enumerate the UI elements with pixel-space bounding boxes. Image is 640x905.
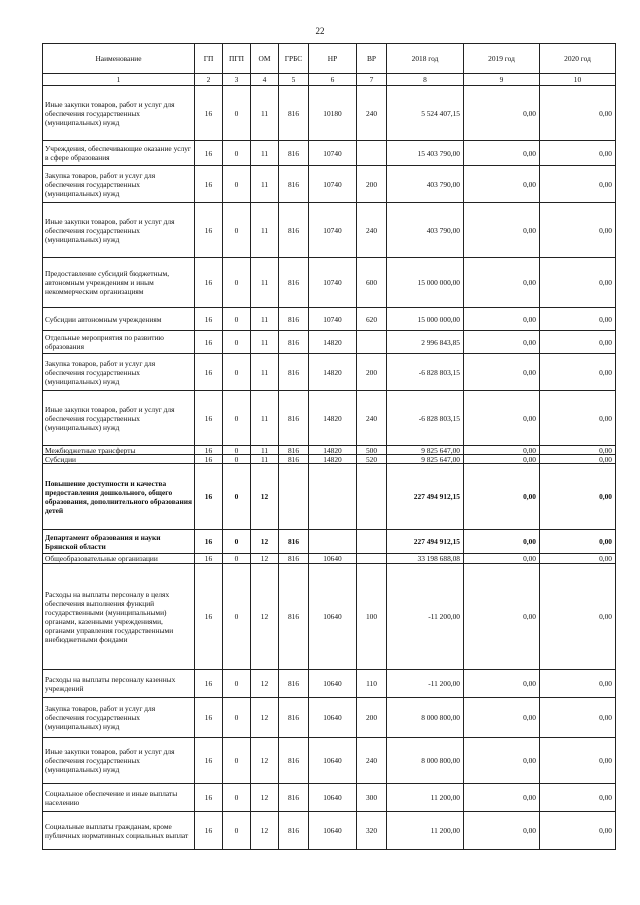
row-grbs: 816: [279, 554, 309, 564]
row-om: 11: [251, 446, 279, 455]
row-vr: 240: [357, 391, 387, 446]
row-vr: 240: [357, 203, 387, 258]
row-name: Социальное обеспечение и иные выплаты населению: [43, 784, 195, 812]
row-name: Субсидии: [43, 455, 195, 464]
table-row: [43, 141, 616, 166]
row-grbs: 816: [279, 564, 309, 670]
row-vr: 200: [357, 698, 387, 738]
row-gp: 16: [195, 331, 223, 354]
table-row: [43, 784, 616, 812]
row-pgp: 0: [223, 331, 251, 354]
row-gp: 16: [195, 258, 223, 308]
row-nr: 14820: [309, 446, 357, 455]
row-om: 12: [251, 464, 279, 530]
row-nr: 10740: [309, 308, 357, 331]
row-vr: 240: [357, 86, 387, 141]
row-name: Расходы на выплаты персоналу в целях обеспечения выполнения функций государственными (муниципальными) органами, казенными учреждениями, органами управления государственными внебюджетными фондами: [43, 564, 195, 670]
col-number: 9: [464, 74, 540, 86]
table-row: [43, 554, 616, 564]
row-vr: 200: [357, 166, 387, 203]
row-gp: 16: [195, 554, 223, 564]
row-2020: 0,00: [540, 166, 616, 203]
row-gp: 16: [195, 354, 223, 391]
row-2018: 11 200,00: [387, 784, 464, 812]
row-grbs: 816: [279, 331, 309, 354]
row-name: Департамент образования и науки Брянской области: [43, 530, 195, 554]
row-name: Закупка товаров, работ и услуг для обеспечения государственных (муниципальных) нужд: [43, 354, 195, 391]
row-om: 11: [251, 354, 279, 391]
row-pgp: 0: [223, 391, 251, 446]
row-nr: [309, 464, 357, 530]
row-nr: 10640: [309, 784, 357, 812]
row-name: Общеобразовательные организации: [43, 554, 195, 564]
row-2019: 0,00: [464, 784, 540, 812]
row-om: 12: [251, 554, 279, 564]
row-2019: 0,00: [464, 554, 540, 564]
table-row: [43, 203, 616, 258]
row-2020: 0,00: [540, 564, 616, 670]
row-grbs: 816: [279, 446, 309, 455]
row-2019: 0,00: [464, 738, 540, 784]
row-2019: 0,00: [464, 698, 540, 738]
row-nr: 10740: [309, 203, 357, 258]
row-2019: 0,00: [464, 141, 540, 166]
row-2020: 0,00: [540, 784, 616, 812]
row-pgp: 0: [223, 203, 251, 258]
row-grbs: 816: [279, 203, 309, 258]
row-nr: 14820: [309, 391, 357, 446]
row-vr: [357, 141, 387, 166]
col-2019-header: 2019 год: [464, 44, 540, 74]
row-2018: 11 200,00: [387, 812, 464, 850]
row-2019: 0,00: [464, 308, 540, 331]
row-2018: 227 494 912,15: [387, 464, 464, 530]
row-grbs: [279, 464, 309, 530]
row-2020: 0,00: [540, 670, 616, 698]
col-grbs-header: ГРБС: [279, 44, 309, 74]
row-nr: 14820: [309, 354, 357, 391]
col-number: 7: [357, 74, 387, 86]
row-pgp: 0: [223, 141, 251, 166]
table-row: [43, 354, 616, 391]
col-nr-header: НР: [309, 44, 357, 74]
col-om-header: ОМ: [251, 44, 279, 74]
col-number: 6: [309, 74, 357, 86]
row-gp: 16: [195, 530, 223, 554]
row-2020: 0,00: [540, 354, 616, 391]
header-row: [43, 44, 616, 74]
row-2019: 0,00: [464, 464, 540, 530]
row-2018: 9 825 647,00: [387, 446, 464, 455]
row-pgp: 0: [223, 670, 251, 698]
row-pgp: 0: [223, 554, 251, 564]
row-vr: 620: [357, 308, 387, 331]
col-pgp-header: ПГП: [223, 44, 251, 74]
row-2020: 0,00: [540, 86, 616, 141]
row-om: 12: [251, 564, 279, 670]
row-vr: 300: [357, 784, 387, 812]
col-number: 4: [251, 74, 279, 86]
row-nr: 14820: [309, 455, 357, 464]
row-vr: 200: [357, 354, 387, 391]
row-grbs: 816: [279, 670, 309, 698]
row-gp: 16: [195, 784, 223, 812]
row-name: Отдельные мероприятия по развитию образования: [43, 331, 195, 354]
row-gp: 16: [195, 203, 223, 258]
col-number: 10: [540, 74, 616, 86]
row-gp: 16: [195, 738, 223, 784]
row-grbs: 816: [279, 258, 309, 308]
col-2020-header: 2020 год: [540, 44, 616, 74]
row-2018: 8 000 800,00: [387, 738, 464, 784]
row-om: 11: [251, 331, 279, 354]
row-om: 12: [251, 670, 279, 698]
row-2020: 0,00: [540, 738, 616, 784]
row-name: Межбюджетные трансферты: [43, 446, 195, 455]
row-2018: 15 000 000,00: [387, 258, 464, 308]
row-grbs: 816: [279, 530, 309, 554]
row-2018: 15 000 000,00: [387, 308, 464, 331]
row-2018: 227 494 912,15: [387, 530, 464, 554]
row-2018: -11 200,00: [387, 564, 464, 670]
col-gp-header: ГП: [195, 44, 223, 74]
row-2019: 0,00: [464, 564, 540, 670]
row-grbs: 816: [279, 812, 309, 850]
row-name: Субсидии автономным учреждениям: [43, 308, 195, 331]
row-grbs: 816: [279, 308, 309, 331]
budget-table: [42, 43, 616, 850]
row-gp: 16: [195, 86, 223, 141]
row-vr: 500: [357, 446, 387, 455]
row-2018: 5 524 407,15: [387, 86, 464, 141]
row-nr: 10640: [309, 738, 357, 784]
row-name: Учреждения, обеспечивающие оказание услуг в сфере образования: [43, 141, 195, 166]
row-2019: 0,00: [464, 391, 540, 446]
row-2019: 0,00: [464, 86, 540, 141]
row-2019: 0,00: [464, 446, 540, 455]
row-2020: 0,00: [540, 203, 616, 258]
row-vr: [357, 464, 387, 530]
row-2018: 403 790,00: [387, 203, 464, 258]
row-2020: 0,00: [540, 464, 616, 530]
col-number: 2: [195, 74, 223, 86]
row-2020: 0,00: [540, 391, 616, 446]
row-grbs: 816: [279, 784, 309, 812]
row-nr: 10740: [309, 141, 357, 166]
row-gp: 16: [195, 308, 223, 331]
row-2019: 0,00: [464, 203, 540, 258]
table-row: [43, 455, 616, 464]
row-gp: 16: [195, 670, 223, 698]
row-2020: 0,00: [540, 141, 616, 166]
table-row: [43, 670, 616, 698]
row-vr: 320: [357, 812, 387, 850]
row-name: Закупка товаров, работ и услуг для обеспечения государственных (муниципальных) нужд: [43, 698, 195, 738]
row-nr: 10640: [309, 812, 357, 850]
row-gp: 16: [195, 464, 223, 530]
row-om: 11: [251, 141, 279, 166]
row-vr: [357, 530, 387, 554]
col-name-header: Наименование: [43, 44, 195, 74]
col-2018-header: 2018 год: [387, 44, 464, 74]
row-2019: 0,00: [464, 670, 540, 698]
row-gp: 16: [195, 564, 223, 670]
table-row: [43, 812, 616, 850]
table-row: [43, 86, 616, 141]
table-row: [43, 331, 616, 354]
col-number: 1: [43, 74, 195, 86]
row-gp: 16: [195, 166, 223, 203]
row-gp: 16: [195, 812, 223, 850]
row-om: 11: [251, 391, 279, 446]
row-grbs: 816: [279, 455, 309, 464]
row-grbs: 816: [279, 698, 309, 738]
row-vr: [357, 554, 387, 564]
row-2020: 0,00: [540, 812, 616, 850]
row-2020: 0,00: [540, 455, 616, 464]
row-grbs: 816: [279, 354, 309, 391]
row-2019: 0,00: [464, 331, 540, 354]
col-number: 8: [387, 74, 464, 86]
row-om: 11: [251, 86, 279, 141]
row-gp: 16: [195, 455, 223, 464]
row-pgp: 0: [223, 258, 251, 308]
row-2018: 33 198 688,08: [387, 554, 464, 564]
row-om: 11: [251, 308, 279, 331]
row-2020: 0,00: [540, 308, 616, 331]
row-name: Иные закупки товаров, работ и услуг для обеспечения государственных (муниципальных) нужд: [43, 86, 195, 141]
table-row: [43, 166, 616, 203]
row-gp: 16: [195, 391, 223, 446]
row-2019: 0,00: [464, 812, 540, 850]
row-om: 11: [251, 203, 279, 258]
row-vr: 240: [357, 738, 387, 784]
table-row: [43, 446, 616, 455]
row-name: Повышение доступности и качества предоставления дошкольного, общего образования, дополнительного образования детей: [43, 464, 195, 530]
row-pgp: 0: [223, 784, 251, 812]
col-vr-header: ВР: [357, 44, 387, 74]
row-2018: 15 403 790,00: [387, 141, 464, 166]
row-2018: 2 996 843,85: [387, 331, 464, 354]
row-om: 11: [251, 455, 279, 464]
row-pgp: 0: [223, 698, 251, 738]
row-name: Социальные выплаты гражданам, кроме публичных нормативных социальных выплат: [43, 812, 195, 850]
table-row: [43, 391, 616, 446]
row-2018: 9 825 647,00: [387, 455, 464, 464]
row-pgp: 0: [223, 166, 251, 203]
row-pgp: 0: [223, 464, 251, 530]
table-row: [43, 698, 616, 738]
row-2019: 0,00: [464, 166, 540, 203]
row-nr: 10640: [309, 670, 357, 698]
row-nr: 10740: [309, 258, 357, 308]
row-2020: 0,00: [540, 258, 616, 308]
row-2018: -11 200,00: [387, 670, 464, 698]
row-pgp: 0: [223, 564, 251, 670]
row-gp: 16: [195, 446, 223, 455]
row-om: 11: [251, 166, 279, 203]
row-name: Закупка товаров, работ и услуг для обеспечения государственных (муниципальных) нужд: [43, 166, 195, 203]
row-2019: 0,00: [464, 530, 540, 554]
row-2018: 403 790,00: [387, 166, 464, 203]
row-om: 12: [251, 812, 279, 850]
table-row: [43, 258, 616, 308]
row-om: 12: [251, 698, 279, 738]
row-2020: 0,00: [540, 446, 616, 455]
row-2020: 0,00: [540, 554, 616, 564]
row-vr: [357, 331, 387, 354]
row-2018: 8 000 800,00: [387, 698, 464, 738]
row-2018: -6 828 803,15: [387, 391, 464, 446]
row-nr: 10180: [309, 86, 357, 141]
col-number: 3: [223, 74, 251, 86]
row-grbs: 816: [279, 391, 309, 446]
table-row: [43, 464, 616, 530]
row-om: 11: [251, 258, 279, 308]
row-2020: 0,00: [540, 698, 616, 738]
row-name: Иные закупки товаров, работ и услуг для обеспечения государственных (муниципальных) нужд: [43, 203, 195, 258]
table-row: [43, 564, 616, 670]
row-pgp: 0: [223, 446, 251, 455]
page-number: 22: [315, 26, 325, 36]
row-2019: 0,00: [464, 455, 540, 464]
row-pgp: 0: [223, 308, 251, 331]
row-nr: 10640: [309, 554, 357, 564]
row-vr: 520: [357, 455, 387, 464]
row-om: 12: [251, 784, 279, 812]
row-vr: 100: [357, 564, 387, 670]
row-grbs: 816: [279, 86, 309, 141]
row-vr: 600: [357, 258, 387, 308]
row-nr: 10740: [309, 166, 357, 203]
row-name: Иные закупки товаров, работ и услуг для обеспечения государственных (муниципальных) нужд: [43, 391, 195, 446]
row-pgp: 0: [223, 738, 251, 784]
row-2019: 0,00: [464, 354, 540, 391]
row-2019: 0,00: [464, 258, 540, 308]
row-gp: 16: [195, 698, 223, 738]
row-grbs: 816: [279, 141, 309, 166]
row-name: Расходы на выплаты персоналу казенных учреждений: [43, 670, 195, 698]
row-grbs: 816: [279, 166, 309, 203]
row-grbs: 816: [279, 738, 309, 784]
table-row: [43, 308, 616, 331]
row-2020: 0,00: [540, 331, 616, 354]
column-number-row: [43, 74, 616, 86]
row-pgp: 0: [223, 812, 251, 850]
row-name: Иные закупки товаров, работ и услуг для обеспечения государственных (муниципальных) нужд: [43, 738, 195, 784]
row-2018: -6 828 803,15: [387, 354, 464, 391]
table-row: [43, 530, 616, 554]
row-2020: 0,00: [540, 530, 616, 554]
row-pgp: 0: [223, 530, 251, 554]
row-nr: [309, 530, 357, 554]
row-nr: 10640: [309, 698, 357, 738]
row-pgp: 0: [223, 354, 251, 391]
row-vr: 110: [357, 670, 387, 698]
row-name: Предоставление субсидий бюджетным, автономным учреждениям и иным некоммерческим организациям: [43, 258, 195, 308]
col-number: 5: [279, 74, 309, 86]
row-om: 12: [251, 530, 279, 554]
table-row: [43, 738, 616, 784]
row-gp: 16: [195, 141, 223, 166]
row-pgp: 0: [223, 86, 251, 141]
row-nr: 14820: [309, 331, 357, 354]
row-om: 12: [251, 738, 279, 784]
row-pgp: 0: [223, 455, 251, 464]
row-nr: 10640: [309, 564, 357, 670]
